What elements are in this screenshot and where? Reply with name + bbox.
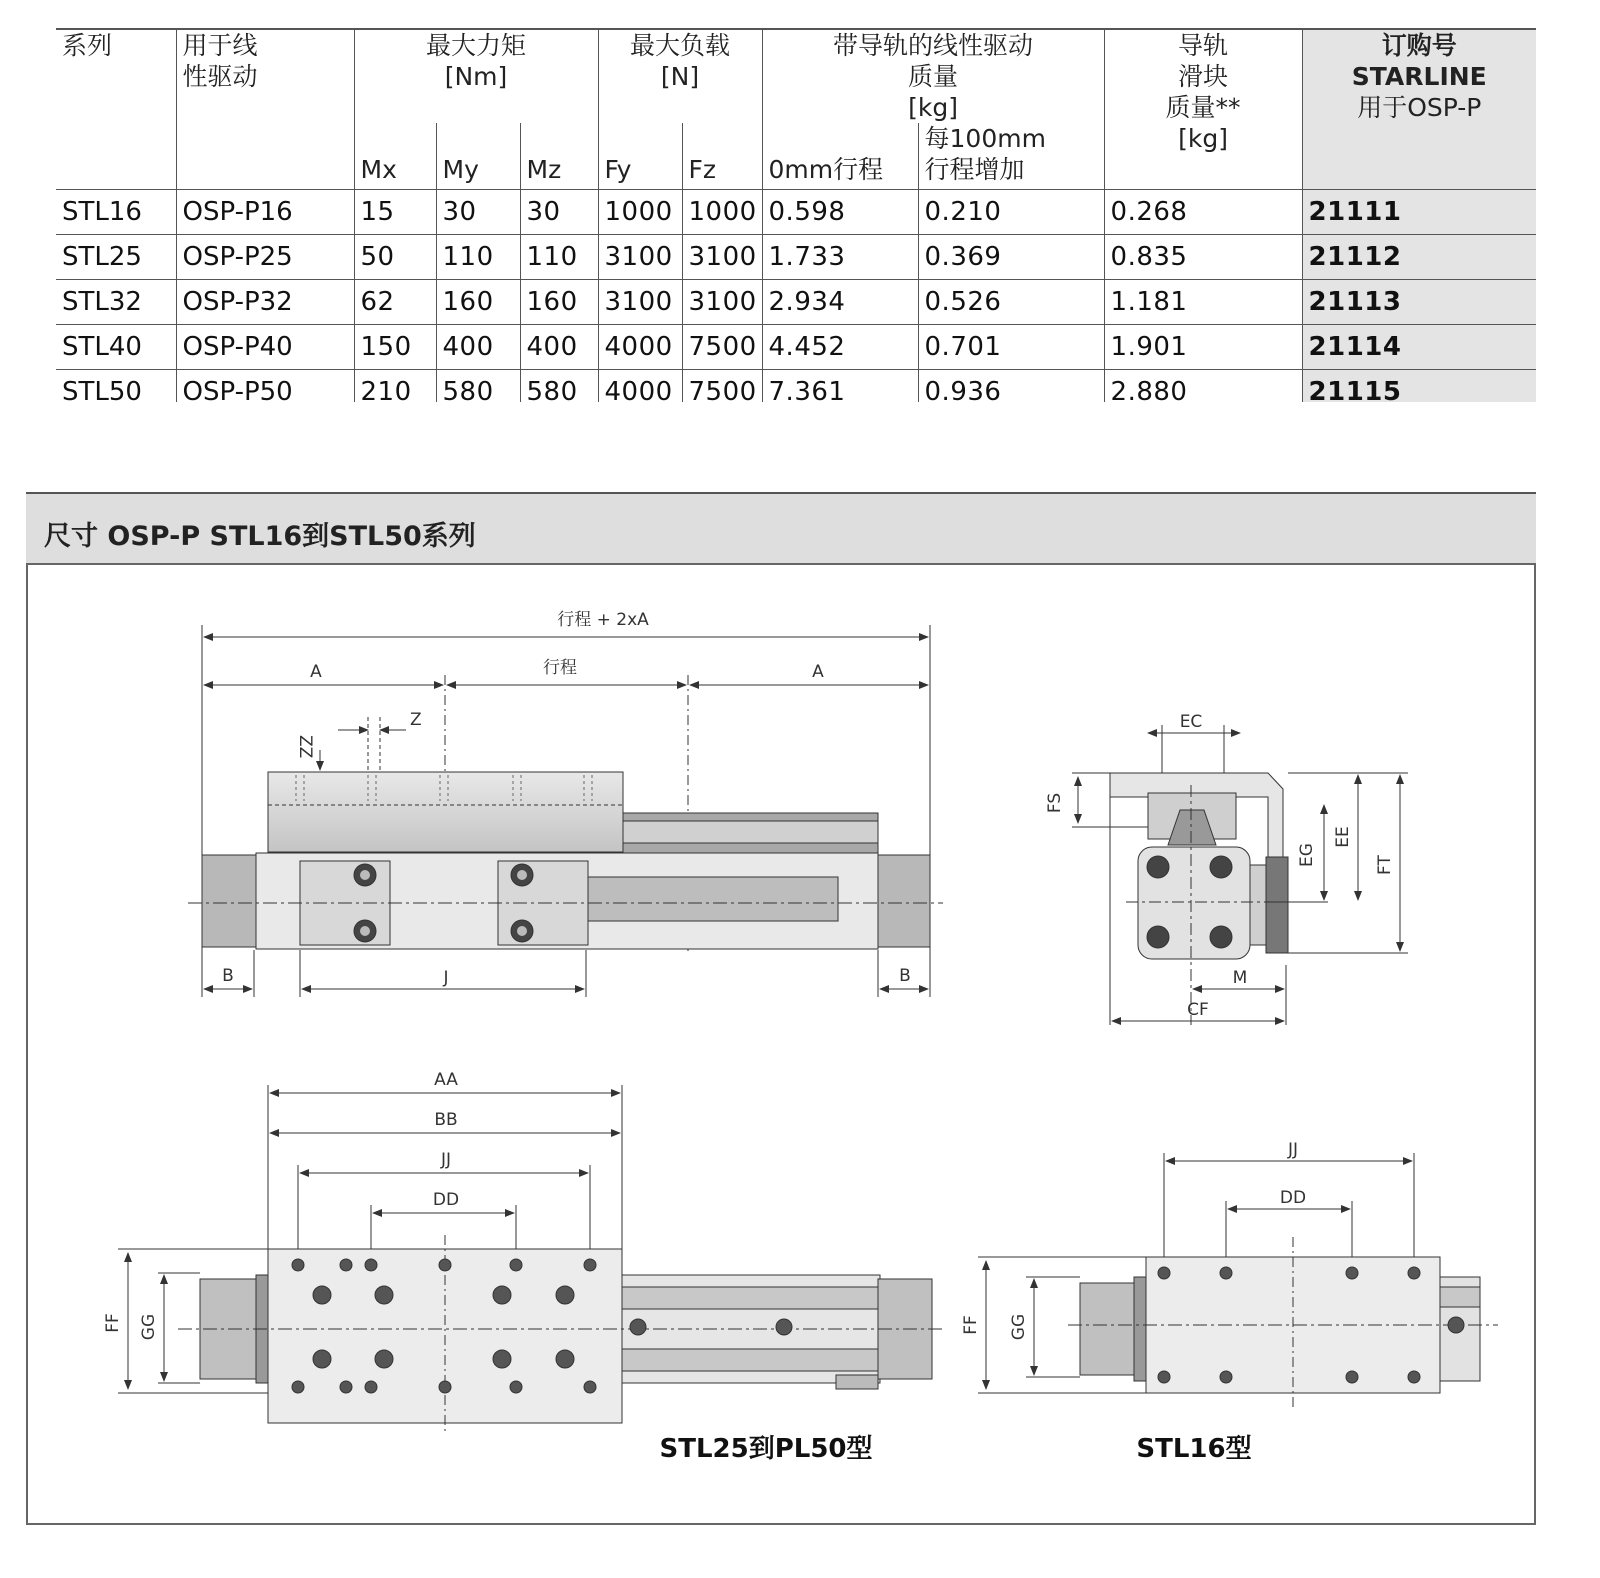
cell-carriage-mass: 0.268 [1104,190,1302,235]
dim-j: J [443,968,449,988]
header-mx: Mx [354,123,436,190]
front-view [188,625,943,997]
header-fy: Fy [598,123,682,190]
table-row [56,370,1536,403]
cell-mass-0mm: 2.934 [762,280,918,325]
header-my: My [436,123,520,190]
dim-jj-large: JJ [440,1150,452,1170]
cell-order-number: 21111 [1302,190,1536,235]
header-torque: 最大力矩 [Nm] [354,29,598,123]
cell-carriage-mass: 0.835 [1104,235,1302,280]
dim-ec: EC [1179,712,1203,732]
dim-gg-small: GG [1009,1313,1029,1341]
dim-b-right: B [899,966,911,986]
spec-table-container [56,28,1536,402]
table-row [56,190,1536,235]
caption-small: STL16型 [1136,1434,1252,1464]
cell-mz: 160 [520,280,598,325]
cell-fy: 4000 [598,370,682,403]
cell-order-number: 21115 [1302,370,1536,403]
cell-my: 30 [436,190,520,235]
header-series: 系列 [56,29,176,190]
cell-drive: OSP-P16 [176,190,354,235]
dim-ee: EE [1333,826,1353,848]
top-view-small [978,1153,1498,1410]
dim-cf: CF [1187,1000,1209,1020]
cell-mass-0mm: 4.452 [762,325,918,370]
header-mz: Mz [520,123,598,190]
cell-carriage-mass: 2.880 [1104,370,1302,403]
header-order-number: 订购号 STARLINE 用于OSP-P [1302,29,1536,190]
cell-fy: 3100 [598,280,682,325]
header-carriage-mass: 导轨 滑块 质量** [kg] [1104,29,1302,190]
drawing-canvas [28,565,1534,1523]
cell-fy: 3100 [598,235,682,280]
cell-mz: 110 [520,235,598,280]
cell-drive: OSP-P32 [176,280,354,325]
dim-fs: FS [1045,792,1065,814]
cell-mass-per100: 0.210 [918,190,1104,235]
cell-series: STL32 [56,280,176,325]
cell-order-number: 21113 [1302,280,1536,325]
cell-drive: OSP-P25 [176,235,354,280]
dim-z: Z [410,710,422,730]
dim-stroke: 行程 [543,658,577,678]
cell-mass-0mm: 0.598 [762,190,918,235]
cell-mass-per100: 0.369 [918,235,1104,280]
cell-order-number: 21112 [1302,235,1536,280]
dim-aa: AA [434,1070,458,1090]
top-view-large [118,1085,943,1435]
cell-drive: OSP-P40 [176,325,354,370]
section-title: 尺寸 OSP-P STL16到STL50系列 [44,521,476,552]
dim-dd-large: DD [432,1190,460,1210]
cell-fy: 1000 [598,190,682,235]
cell-fz: 3100 [682,280,762,325]
dim-stroke-total: 行程 + 2xA [557,610,649,630]
cell-carriage-mass: 1.181 [1104,280,1302,325]
cell-series: STL50 [56,370,176,403]
cell-series: STL16 [56,190,176,235]
header-mass-0mm: 0mm行程 [762,123,918,190]
cell-mx: 210 [354,370,436,403]
cell-my: 400 [436,325,520,370]
dim-ff-small: FF [961,1315,981,1335]
cell-mx: 15 [354,190,436,235]
dim-zz: ZZ [295,735,315,759]
cell-mz: 30 [520,190,598,235]
dim-a-right: A [812,662,824,682]
dim-m: M [1232,968,1248,988]
cell-fz: 3100 [682,235,762,280]
table-row [56,235,1536,280]
cell-mass-0mm: 7.361 [762,370,918,403]
dim-eg: EG [1297,843,1317,867]
cell-fz: 7500 [682,325,762,370]
cell-mass-per100: 0.526 [918,280,1104,325]
dim-gg-large: GG [139,1313,159,1341]
dim-dd-small: DD [1279,1188,1307,1208]
header-mass: 带导轨的线性驱动 质量 [kg] [762,29,1104,123]
cell-mass-0mm: 1.733 [762,235,918,280]
cell-carriage-mass: 1.901 [1104,325,1302,370]
table-row [56,325,1536,370]
dim-jj-small: JJ [1287,1140,1299,1160]
cell-fz: 1000 [682,190,762,235]
cell-series: STL40 [56,325,176,370]
cell-fz: 7500 [682,370,762,403]
cell-mx: 150 [354,325,436,370]
cell-series: STL25 [56,235,176,280]
cell-mass-per100: 0.936 [918,370,1104,403]
cell-mass-per100: 0.701 [918,325,1104,370]
dim-ff-large: FF [103,1313,123,1333]
table-header-row [56,29,1536,123]
header-fz: Fz [682,123,762,190]
caption-large: STL25到PL50型 [659,1434,873,1464]
header-drive: 用于线 性驱动 [176,29,354,190]
header-load: 最大负载 [N] [598,29,762,123]
cell-fy: 4000 [598,325,682,370]
cell-mz: 400 [520,325,598,370]
cell-mx: 62 [354,280,436,325]
dim-a-left: A [310,662,322,682]
cell-my: 580 [436,370,520,403]
cell-mz: 580 [520,370,598,403]
cell-drive: OSP-P50 [176,370,354,403]
section-title-bar [26,492,1536,564]
spec-table [56,28,1536,402]
dim-bb: BB [434,1110,458,1130]
dim-b-left: B [222,966,234,986]
dim-ft: FT [1375,855,1395,875]
header-mass-per100: 每100mm 行程增加 [918,123,1104,190]
table-row [56,280,1536,325]
cell-order-number: 21114 [1302,325,1536,370]
cell-mx: 50 [354,235,436,280]
cell-my: 160 [436,280,520,325]
dimension-drawing [26,563,1536,1525]
cell-my: 110 [436,235,520,280]
